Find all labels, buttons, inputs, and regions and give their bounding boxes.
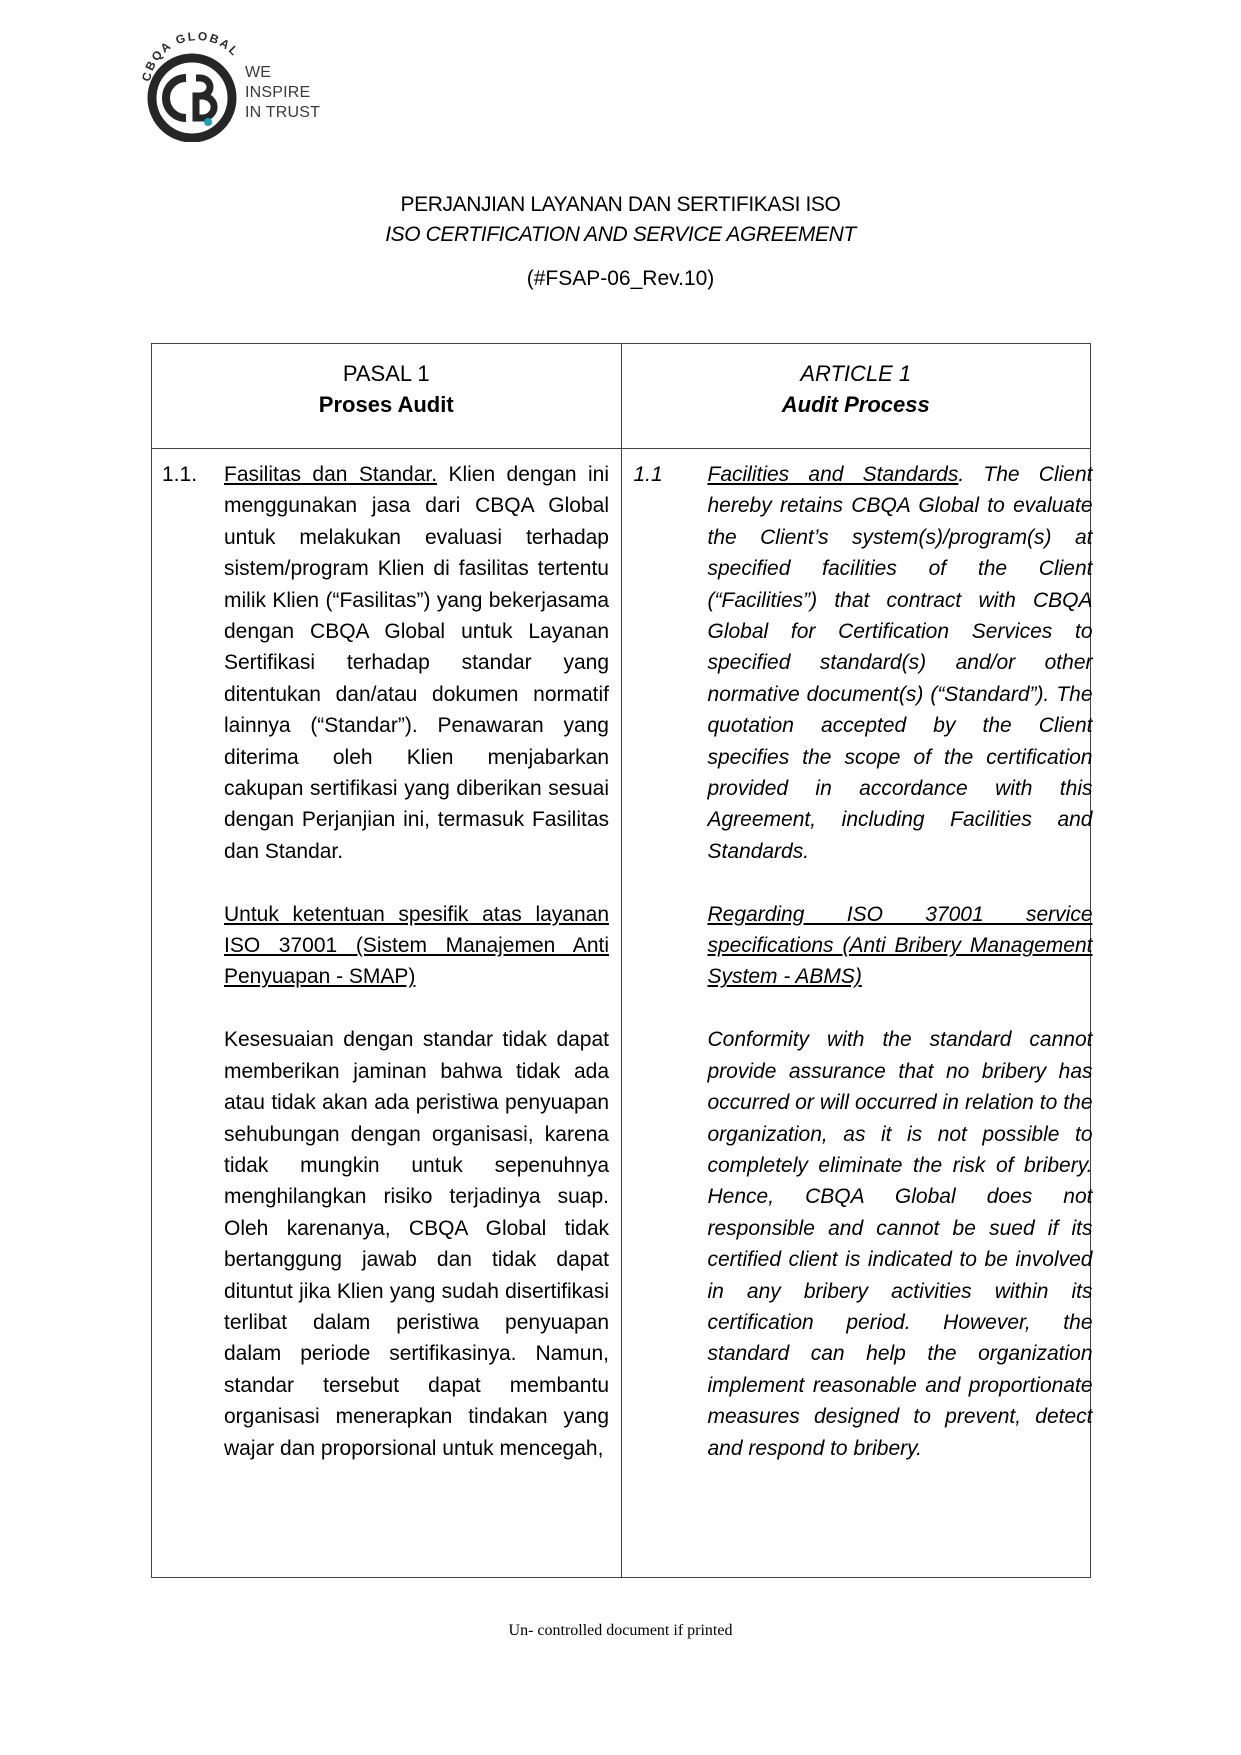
clause-text-english <box>708 459 1093 1495</box>
tagline-line: IN TRUST <box>245 104 321 121</box>
clause-number: 1.1 <box>633 463 663 486</box>
clause-cell-english <box>621 449 1091 1578</box>
table-body-row <box>152 449 1091 1578</box>
clause-body: . The Client hereby retains CBQA Global to evaluate the Client’s system(s)/program(s) at specified facilities of the Client (“Facilities”) that contract with CBQA Global for Certification Services to specified standard(s) and/or other normative document(s) (“Standard”). The quotation accepted by the Client specifies the scope of the certification provided in accordance with this Agreement, including Facilities and Standards. <box>707 463 1093 863</box>
clause-number: 1.1. <box>162 463 198 486</box>
bilingual-agreement-table <box>151 343 1091 1578</box>
footer-note: Un- controlled document if printed <box>508 1622 733 1639</box>
title-indonesian: PERJANJIAN LAYANAN DAN SERTIFIKASI ISO <box>400 193 841 216</box>
clause-text-indonesian <box>224 459 609 1495</box>
clause-title: Facilities and Standards <box>707 463 959 486</box>
table-header-row <box>152 344 1091 449</box>
article-label: ARTICLE 1 <box>800 361 912 386</box>
pasal-label: PASAL 1 <box>342 361 430 386</box>
header-cell-english <box>621 344 1091 449</box>
tagline-line: INSPIRE <box>245 84 311 101</box>
cbqa-logo-mark <box>120 30 260 142</box>
title-english: ISO CERTIFICATION AND SERVICE AGREEMENT <box>385 223 856 246</box>
logo-tagline <box>245 63 320 123</box>
clause-paragraph: Kesesuaian dengan standar tidak dapat memberikan jaminan bahwa tidak ada atau tidak akan ada peristiwa penyuapan sehubungan dengan organisasi, karena tidak mungkin untuk sepenuhnya menghilangkan risiko terjadinya suap. Oleh karenanya, CBQA Global tidak bertanggung jawab dan tidak dapat dituntut jika Klien yang sudah disertifikasi terlibat dalam peristiwa penyuapan dalam periode sertifikasinya. Namun, standar tersebut dapat membantu organisasi menerapkan tindakan yang wajar dan proporsional untuk mencegah, <box>224 1028 609 1460</box>
clause-paragraph <box>708 459 1093 867</box>
clause-cell-indonesian <box>152 449 622 1578</box>
clause-subheading: Regarding ISO 37001 service specifications (Anti Bribery Management System - ABMS) <box>707 902 1093 989</box>
company-logo <box>120 30 340 142</box>
clause-title: Fasilitas dan Standar. <box>224 463 438 486</box>
header-cell-indonesian <box>152 344 622 449</box>
clause-paragraph <box>224 459 609 867</box>
clause-body: Klien dengan ini menggunakan jasa dari CBQA Global untuk melakukan evaluasi terhadap sistem/program Klien di fasilitas tertentu milik Klien (“Fasilitas”) yang bekerjasama dengan CBQA Global untuk Layanan Sertifikasi terhadap standar yang ditentukan dan/atau dokumen normatif lainnya (“Standar”). Penawaran yang diterima oleh Klien menjabarkan cakupan sertifikasi yang diberikan sesuai dengan Perjanjian ini, termasuk Fasilitas dan Standar. <box>224 463 609 863</box>
logo-arc-text: CBQA GLOBAL <box>139 30 243 83</box>
article-heading: Audit Process <box>781 392 930 417</box>
clause-subheading: Untuk ketentuan spesifik atas layanan ISO 37001 (Sistem Manajemen Anti Penyuapan - SMAP) <box>224 902 609 989</box>
tagline-line: WE <box>245 64 272 81</box>
pasal-heading: Proses Audit <box>318 392 454 417</box>
document-title-block <box>0 190 1241 294</box>
document-code: (#FSAP-06_Rev.10) <box>526 267 715 290</box>
clause-paragraph: Conformity with the standard cannot provide assurance that no bribery has occurred or will occurred in relation to the organization, as it is not possible to completely eliminate the risk of bribery. Hence, CBQA Global does not responsible and cannot be sued if its certified client is indicated to be involved in any bribery activities within its certification period. However, the standard can help the organization implement reasonable and proportionate measures designed to prevent, detect and respond to bribery. <box>707 1028 1093 1460</box>
